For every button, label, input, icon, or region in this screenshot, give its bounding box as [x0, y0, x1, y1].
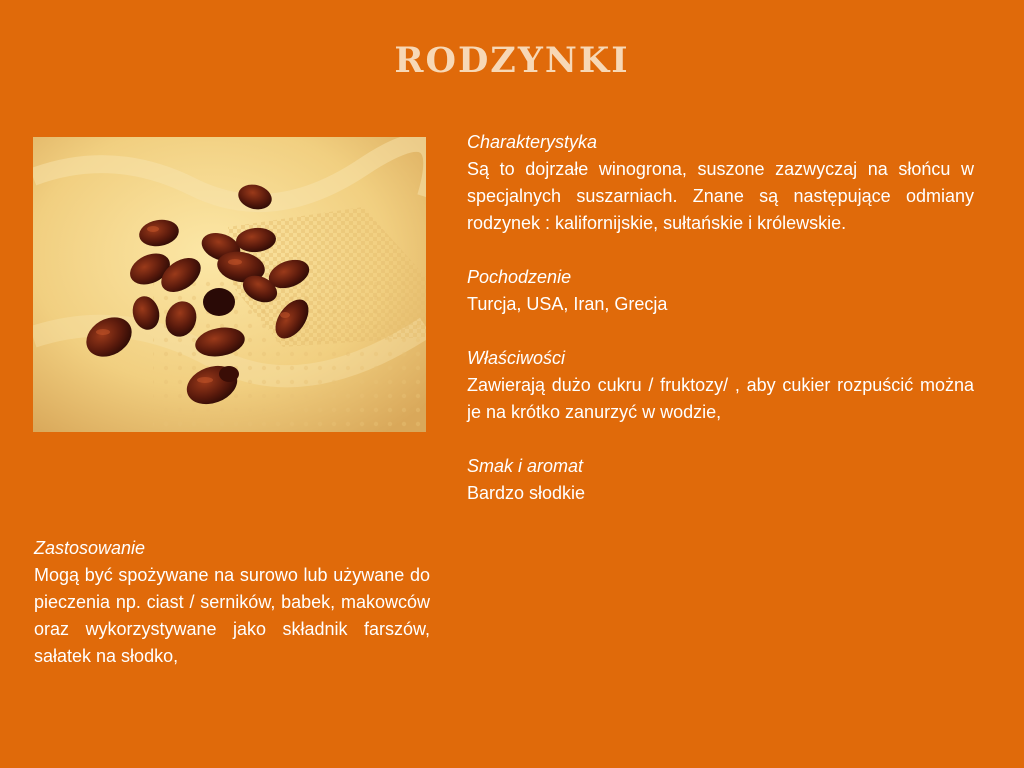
section-body: Zawierają dużo cukru / fruktozy/ , aby cukier rozpuścić można je na krótko zanurzyć w wodzie, [467, 375, 974, 422]
section-origin [467, 264, 974, 318]
section-body: Turcja, USA, Iran, Grecja [467, 294, 668, 314]
section-heading: Właściwości [467, 348, 566, 368]
section-heading: Pochodzenie [467, 267, 572, 287]
raisins-photo [33, 137, 426, 432]
section-usage [34, 535, 430, 670]
section-body: Mogą być spożywane na surowo lub używane do pieczenia np. ciast / serników, babek, makowców oraz wykorzystywane jako składnik farszów, sałatek na słodko, [34, 565, 430, 666]
section-heading: Smak i aromat [467, 456, 584, 476]
section-body: Bardzo słodkie [467, 483, 586, 503]
section-taste-aroma [467, 453, 974, 507]
usage-column [34, 535, 430, 697]
section-body: Są to dojrzałe winogrona, suszone zazwyczaj na słońcu w specjalnych suszarniach. Znane są następujące odmiany rodzynek : kalifornijskie, sułtańskie i królewskie. [467, 159, 974, 233]
section-characteristics [467, 129, 974, 237]
section-heading: Charakterystyka [467, 132, 598, 152]
slide-title: rodzynki [394, 25, 630, 84]
details-column [467, 129, 974, 534]
section-heading: Zastosowanie [34, 538, 146, 558]
section-properties [467, 345, 974, 426]
